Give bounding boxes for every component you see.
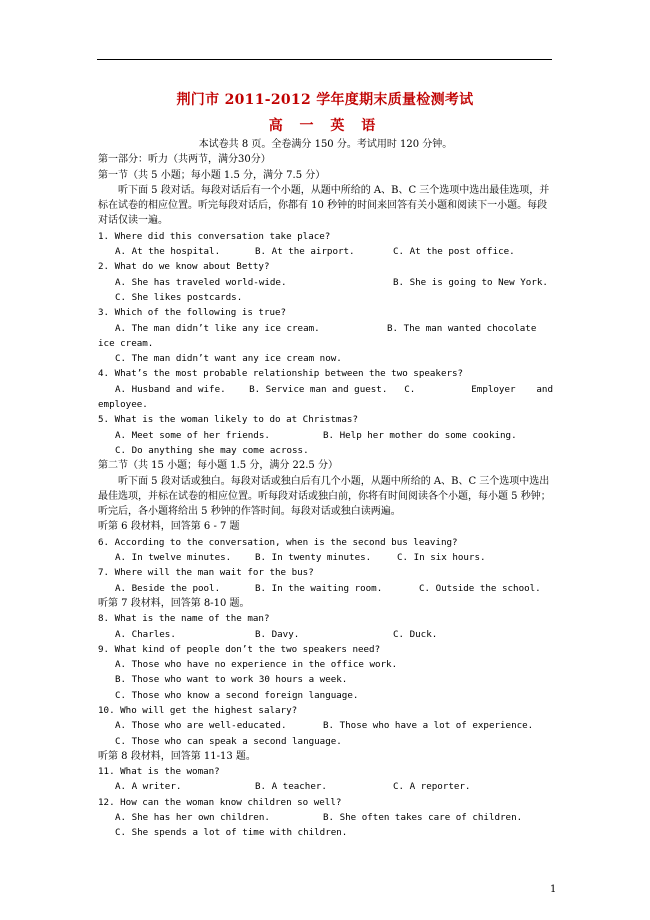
question-11: 11. What is the woman?	[98, 766, 220, 778]
option-c: C. At the post office.	[393, 246, 515, 258]
option-a: A. Those who have no experience in the office work.	[115, 659, 398, 671]
option-b: B. In twenty minutes.	[255, 552, 372, 564]
option-a: A. At the hospital.	[115, 246, 221, 258]
option-a: A. She has her own children.	[115, 812, 270, 824]
option-c: C. In six hours.	[397, 552, 486, 564]
question-6: 6. According to the conversation, when is the second bus leaving?	[98, 536, 458, 548]
option-a: A. Meet some of her friends.	[115, 429, 270, 441]
question-6-options	[98, 550, 553, 565]
header-rule	[97, 59, 552, 60]
material-7-heading: 听第 7 段材料，回答第 8-10 题。	[98, 597, 250, 609]
option-b: B. Help her mother do some cooking.	[323, 429, 517, 441]
option-c: C. Those who can speak a second language.	[115, 735, 342, 747]
question-2: 2. What do we know about Betty?	[98, 261, 270, 273]
option-b: B. At the airport.	[255, 246, 355, 258]
option-b: B. A teacher.	[255, 781, 327, 793]
exam-content	[98, 137, 553, 841]
question-7: 7. Where will the man wait for the bus?	[98, 567, 314, 579]
material-8-heading: 听第 8 段材料，回答第 11-13 题。	[98, 750, 256, 762]
option-a: A. The man didn’t like any ice cream.	[115, 322, 320, 334]
question-10-options	[98, 718, 553, 733]
section2-instructions: 听下面 5 段对话或独白。每段对话或独白后有几个小题，从题中所给的 A、B、C 三个选项中选出最佳选项，并标在试卷的相应位置。听每段对话或独白前，你将有时间阅读各个小题，每小题 5 秒钟；听完后，各小题将给出 5 秒钟的作答时间。每段对话或独白读两遍。	[98, 475, 551, 518]
option-c: C. She spends a lot of time with children.	[115, 827, 348, 839]
option-b: B. Those who want to work 30 hours a week.	[115, 674, 348, 686]
question-9: 9. What kind of people don’t the two speakers need?	[98, 643, 381, 655]
page-number: 1	[550, 884, 557, 895]
option-a: A. Husband and wife.	[115, 383, 226, 395]
question-7-options	[98, 581, 553, 596]
question-5-options	[98, 428, 553, 443]
question-8-options	[98, 627, 553, 642]
option-c: C. She likes postcards.	[115, 291, 243, 303]
option-c-continued: employee.	[98, 399, 148, 411]
option-c-word2: and	[536, 383, 553, 395]
question-8: 8. What is the name of the man?	[98, 613, 270, 625]
option-b: B. Davy.	[255, 628, 300, 640]
question-12: 12. How can the woman know children so well?	[98, 796, 342, 808]
option-c: C. Outside the school.	[419, 582, 541, 594]
question-10: 10. Who will get the highest salary?	[98, 704, 298, 716]
option-b: B. She often takes care of children.	[323, 812, 523, 824]
exam-info: 本试卷共 8 页。全卷满分 150 分。考试用时 120 分钟。	[198, 139, 453, 150]
option-b: B. Service man and guest.	[249, 383, 388, 395]
option-b: B. In the waiting room.	[255, 582, 383, 594]
option-b: B. The man wanted chocolate	[387, 322, 537, 334]
option-a: A. In twelve minutes.	[115, 552, 232, 564]
option-c: C. A reporter.	[393, 781, 471, 793]
exam-title: 荆门市 2011-2012 学年度期末质量检测考试	[176, 92, 474, 108]
section1-heading: 第一节（共 5 小题；每小题 1.5 分，满分 7.5 分）	[98, 169, 326, 181]
option-c-letter: C.	[404, 383, 416, 395]
question-4-options	[98, 382, 553, 397]
material-6-heading: 听第 6 段材料，回答第 6 - 7 题	[98, 521, 240, 533]
question-5: 5. What is the woman likely to do at Christmas?	[98, 414, 358, 426]
question-4: 4. What’s the most probable relationship between the two speakers?	[98, 368, 464, 380]
option-a: A. A writer.	[115, 781, 182, 793]
option-c: C. The man didn’t want any ice cream now.	[115, 353, 342, 365]
subject-title: 高 一 英 语	[268, 118, 382, 134]
option-a: A. Those who are well-educated.	[115, 720, 287, 732]
question-2-options	[98, 275, 553, 290]
option-c-word1: Employer	[471, 383, 516, 395]
option-a: A. Charles.	[115, 628, 176, 640]
option-c: C. Do anything she may come across.	[115, 444, 309, 456]
option-b: B. Those who have a lot of experience.	[323, 720, 534, 732]
part1-heading: 第一部分：听力（共两节，满分30分）	[98, 154, 271, 166]
option-a: A. She has traveled world-wide.	[115, 276, 287, 288]
option-a: A. Beside the pool.	[115, 582, 221, 594]
option-b: B. She is going to New York.	[393, 276, 548, 288]
question-1: 1. Where did this conversation take place?	[98, 230, 331, 242]
question-12-options	[98, 810, 553, 825]
section1-instructions: 听下面 5 段对话。每段对话后有一个小题，从题中所给的 A、B、C 三个选项中选出最佳选项，并标在试卷的相应位置。听完每段对话后，你都有 10 秒钟的时间来回答有关小题和阅读下一小题。每段对话仅读一遍。	[98, 184, 550, 227]
question-3: 3. Which of the following is true?	[98, 307, 287, 319]
question-1-options	[98, 244, 553, 259]
question-3-options	[98, 321, 553, 336]
question-11-options	[98, 779, 553, 794]
option-b-continued: ice cream.	[98, 337, 154, 349]
option-c: C. Those who know a second foreign language.	[115, 689, 359, 701]
section2-heading: 第二节（共 15 小题；每小题 1.5 分，满分 22.5 分）	[98, 460, 338, 472]
option-c: C. Duck.	[393, 628, 438, 640]
